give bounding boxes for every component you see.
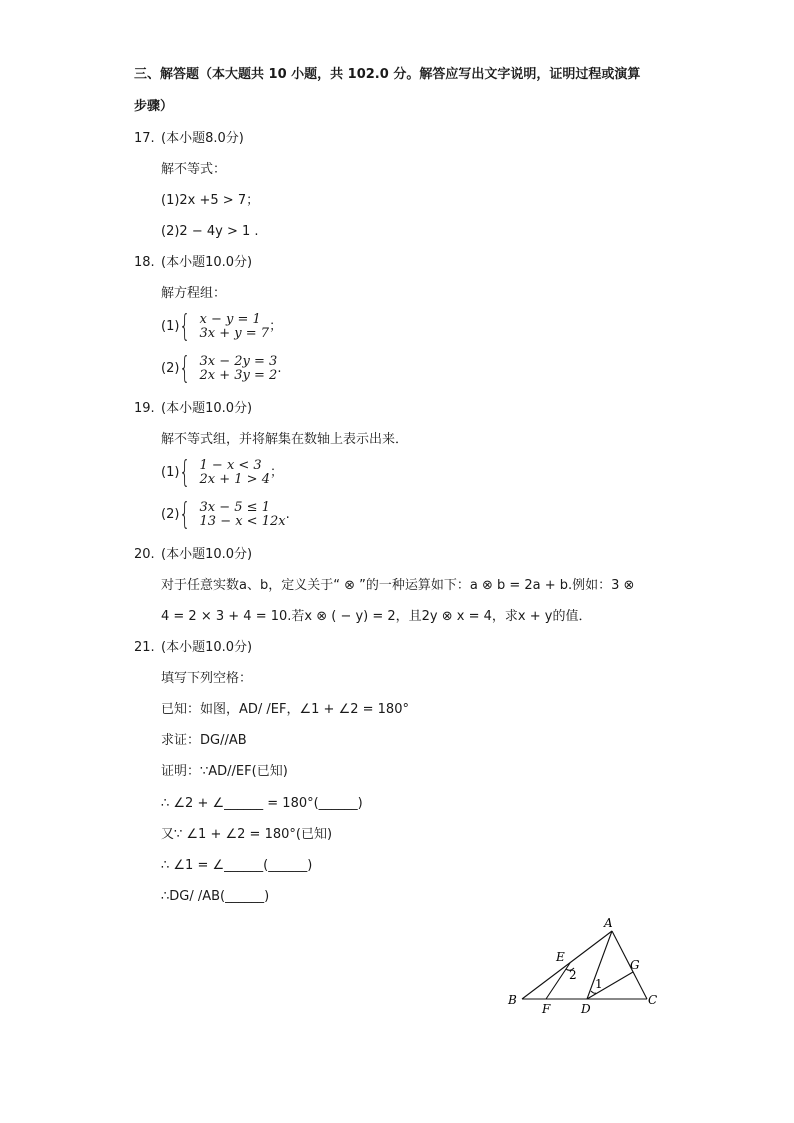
segment-DG [587,972,633,999]
section-header-line2: 步骤） [134,99,174,114]
q19-part1-end: ； [269,465,283,480]
left-brace-icon: { [179,309,191,344]
q21-number: 21. [134,640,155,655]
q19-number: 19. [134,401,155,416]
segment-EF [546,963,570,999]
q17-number: 17. [134,131,155,146]
section-header-line1: 三、解答题（本大题共 10 小题，共 102.0 分。解答应写出文字说明，证明过程或演算 [134,67,641,82]
label-F: F [542,1002,551,1016]
q20-score: (本小题10.0分) [161,547,253,562]
angle-1-arc [591,991,596,993]
triangle-figure [500,912,680,1022]
label-A: A [604,916,613,930]
q18-part1-label: (1) [161,319,180,334]
q21-line6: 又∵ ∠1 + ∠2 = 180°(已知) [161,827,333,842]
q21-line2: 已知：如图，AD/ /EF，∠1 + ∠2 = 180° [161,702,409,717]
label-E: E [556,950,565,964]
q17-part1: (1)2x +5 > 7； [161,193,260,208]
q17-prompt: 解不等式： [161,162,227,177]
q21-line4: 证明：∵AD//EF(已知) [161,764,288,779]
label-C: C [648,993,658,1007]
q19-part2-eq2: 13 − x < 12x [199,514,286,529]
q19-part2-system [200,501,286,529]
q21-line7: ∴ ∠1 = ∠______(______) [161,858,313,873]
q21-line3: 求证：DG//AB [161,733,247,748]
q20-line2: 4 = 2 × 3 + 4 = 10.若x ⊗ ( − y) = 2，且2y ⊗ x = 4，求x + y的值． [161,609,592,624]
q18-part1-eq2: 3x + y = 7 [199,326,270,341]
q21-line8: ∴DG/ /AB(______) [161,889,270,904]
q18-part1-system [200,313,270,341]
q18-score: (本小题10.0分) [161,255,253,270]
q18-number: 18. [134,255,155,270]
label-G: G [630,958,640,972]
q18-part1 [161,309,283,344]
q21-line1: 填写下列空格： [161,671,253,686]
label-angle-2: 2 [569,968,577,982]
label-angle-1: 1 [595,977,603,991]
left-brace-icon: { [179,455,191,490]
q18-part2-eq2: 2x + 3y = 2 [199,368,278,383]
q21-line5: ∴ ∠2 + ∠______ = 180°(______) [161,796,363,811]
q18-part2-label: (2) [161,361,180,376]
q19-part1 [161,455,283,490]
q19-part2-label: (2) [161,507,180,522]
q18-part2 [161,351,282,386]
q19-score: (本小题10.0分) [161,401,253,416]
q18-part2-eq1: 3x − 2y = 3 [199,354,278,369]
q19-prompt: 解不等式组，并将解集在数轴上表示出来． [161,432,409,447]
q20-number: 20. [134,547,155,562]
left-brace-icon: { [179,497,191,532]
q21-score: (本小题10.0分) [161,640,253,655]
label-B: B [508,993,517,1007]
q17-score: (本小题8.0分) [161,131,244,146]
q19-part1-eq1: 1 − x < 3 [199,458,262,473]
q19-part1-label: (1) [161,465,180,480]
left-brace-icon: { [179,351,191,386]
q18-part2-end: . [277,361,282,376]
q17-part2: (2)2 − 4y > 1 . [161,224,259,239]
q20-line1: 对于任意实数a、b，定义关于“ ⊗ ”的一种运算如下：a ⊗ b = 2a + b.例如：3 ⊗ [161,578,635,593]
q18-prompt: 解方程组： [161,286,227,301]
q18-part2-system [200,355,278,383]
q18-part1-end: ； [269,319,283,334]
q19-part2 [161,497,290,532]
q19-part1-eq2: 2x + 1 > 4 [199,472,270,487]
q19-part1-system [200,459,270,487]
q19-part2-end: . [285,507,290,522]
q18-part1-eq1: x − y = 1 [199,312,261,327]
q19-part2-eq1: 3x − 5 ≤ 1 [199,500,270,515]
label-D: D [581,1002,591,1016]
